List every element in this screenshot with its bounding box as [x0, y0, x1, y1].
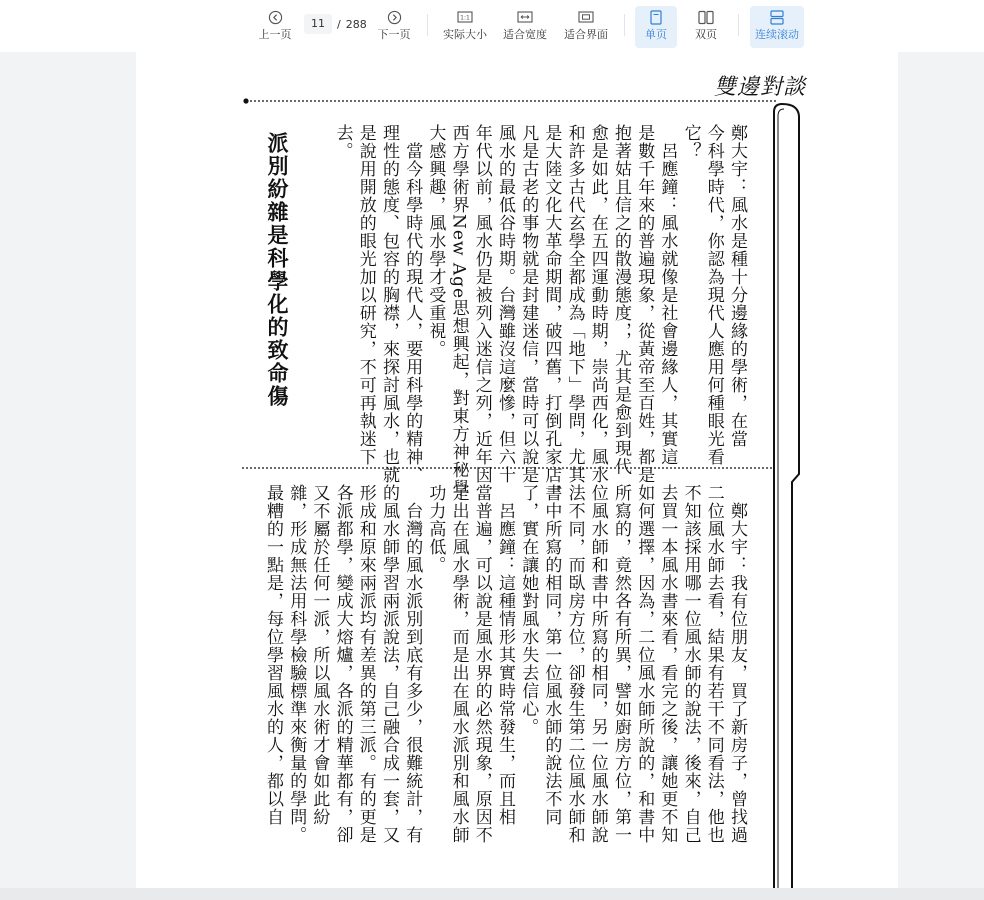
- single-page-label: 单页: [645, 28, 667, 41]
- single-page-icon: [649, 10, 663, 25]
- text-column: 功力高低。: [425, 484, 446, 574]
- text-column: 了，實在讓她對風水失去信心。: [518, 484, 539, 736]
- text-column: 愈是如此，在五四運動時期，崇尚西化，風水: [587, 124, 608, 484]
- double-page-icon: [698, 10, 714, 25]
- continuous-scroll-label: 连续滚动: [755, 28, 799, 41]
- text-column: 形成和原來兩派均有差異的第三派。有的更是: [355, 484, 376, 844]
- text-column: 風水的最低谷時期。台灣雖沒這麼慘，但六十: [495, 124, 515, 484]
- viewer-toolbar: [0, 0, 984, 52]
- text-column: 二位風水師去看，結果有若干不同看法，他也: [703, 484, 724, 844]
- page-separator: /: [337, 17, 341, 31]
- text-column: 所寫的，竟然各有所異，譬如廚房方位，第一: [611, 484, 631, 844]
- text-column: 大感興趣，風水學才受重視。: [425, 124, 446, 358]
- text-column: 理性的態度、包容的胸襟，來探討風水，也就: [379, 124, 399, 484]
- text-column: 雜，形成無法用科學檢驗標準來衡量的學問。: [286, 484, 307, 844]
- current-page-input[interactable]: 11: [304, 14, 332, 34]
- total-pages: 288: [345, 17, 367, 31]
- prev-page-button[interactable]: [254, 6, 296, 48]
- text-column: 呂應鐘：這種情形其實時常發生，而且相: [495, 484, 515, 826]
- text-column: 是說用開放的眼光加以研究，不可再執迷下: [355, 124, 376, 466]
- svg-text:1:1: 1:1: [460, 14, 470, 22]
- text-column: 台灣的風水派別到底有多少，很難統計，有: [402, 484, 423, 844]
- text-column: 的風水師學習兩派說法，自己融合成一套，又: [379, 484, 399, 844]
- document-viewer[interactable]: [0, 52, 984, 900]
- fit-page-button[interactable]: [561, 6, 611, 48]
- fit-width-button[interactable]: [500, 6, 550, 48]
- page-indicator: [304, 14, 367, 34]
- side-tab-decoration: [772, 102, 802, 888]
- text-column: 當今科學時代的現代人，要用科學的精神、: [402, 124, 423, 484]
- double-page-button[interactable]: [685, 6, 727, 48]
- next-page-button[interactable]: [373, 6, 415, 48]
- text-column: 是大陸文化大革命期間，破四舊，打倒孔家店，: [541, 124, 562, 502]
- chevron-left-circle-icon: [268, 10, 283, 25]
- text-column: 呂應鐘：風水就像是社會邊緣人，其實這: [657, 124, 678, 466]
- double-page-label: 双页: [695, 28, 717, 41]
- text-column: 不知該採用哪一位風水師的說法，後來，自己: [680, 484, 701, 844]
- actual-size-label: 实际大小: [443, 28, 487, 41]
- continuous-scroll-icon: [769, 10, 785, 25]
- text-column: 位風水師和書中所寫的相同，另一位風水師說: [587, 484, 608, 844]
- text-column: 西方學術界New Age思想興起，對東方神秘學: [448, 124, 469, 498]
- text-column: 它？: [680, 124, 701, 160]
- page-header-title: 雙邊對談: [714, 75, 807, 100]
- toolbar-divider: [624, 14, 625, 36]
- continuous-scroll-button[interactable]: [750, 6, 804, 48]
- text-column: 是出在風水學術，而是出在風水派別和風水師: [448, 484, 469, 844]
- fit-page-label: 适合界面: [564, 28, 608, 41]
- actual-size-button[interactable]: [440, 6, 490, 48]
- text-column: 今科學時代，你認為現代人應用何種眼光看: [703, 124, 724, 466]
- fit-width-label: 适合宽度: [503, 28, 547, 41]
- text-column: 當普遍，可以說是風水界的必然現象，原因不: [471, 484, 492, 844]
- text-column: 如何選擇，因為，二位風水師所說的，和書中: [634, 484, 655, 844]
- section-heading: 派別紛雜是科學化的致命傷: [265, 132, 290, 408]
- text-column: 年代以前，風水仍是被列入迷信之列，近年因: [471, 124, 492, 484]
- text-column: 法不同，而臥房方位，卻發生第二位風水師和: [564, 484, 585, 844]
- document-page: [136, 52, 898, 888]
- text-column: 鄭大宇：風水是種十分邊緣的學術，在當: [727, 124, 747, 448]
- single-page-button[interactable]: [635, 6, 677, 48]
- text-column: 各派都學，變成大熔爐，各派的精華都有，卻: [332, 484, 353, 844]
- text-column: 又不屬於任何一派，所以風水術才會如此紛: [309, 484, 330, 826]
- text-column: 最糟的一點是，每位學習風水的人，都以自: [263, 484, 283, 826]
- text-column: 和許多古代玄學全都成為「地下」學問，尤其: [564, 124, 585, 484]
- next-page-label: 下一页: [377, 28, 411, 41]
- prev-page-label: 上一页: [258, 28, 292, 41]
- bottom-scroll-bar[interactable]: [0, 888, 984, 900]
- chevron-right-circle-icon: [387, 10, 402, 25]
- fit-page-icon: [578, 10, 594, 24]
- text-column: 去買一本風水書來看，看完之後，讓她更不知: [657, 484, 678, 844]
- text-column: 是數千年來的普遍現象，從黃帝至百姓，都是: [634, 124, 655, 484]
- text-column: 鄭大宇：我有位朋友，買了新房子，曾找過: [727, 484, 747, 844]
- actual-size-icon: [457, 10, 473, 24]
- fit-width-icon: [517, 10, 533, 24]
- text-column: 書中所寫的相同，第一位風水師的說法不同: [541, 484, 562, 826]
- text-column: 抱著姑且信之的散漫態度，，尤其是愈到現代: [611, 124, 631, 476]
- text-column: 去。: [332, 124, 353, 160]
- toolbar-divider: [427, 14, 428, 36]
- text-column: 凡是古老的事物就是封建迷信，當時可以說是: [518, 124, 539, 484]
- scanned-page-content: [136, 52, 898, 888]
- toolbar-divider: [738, 14, 739, 36]
